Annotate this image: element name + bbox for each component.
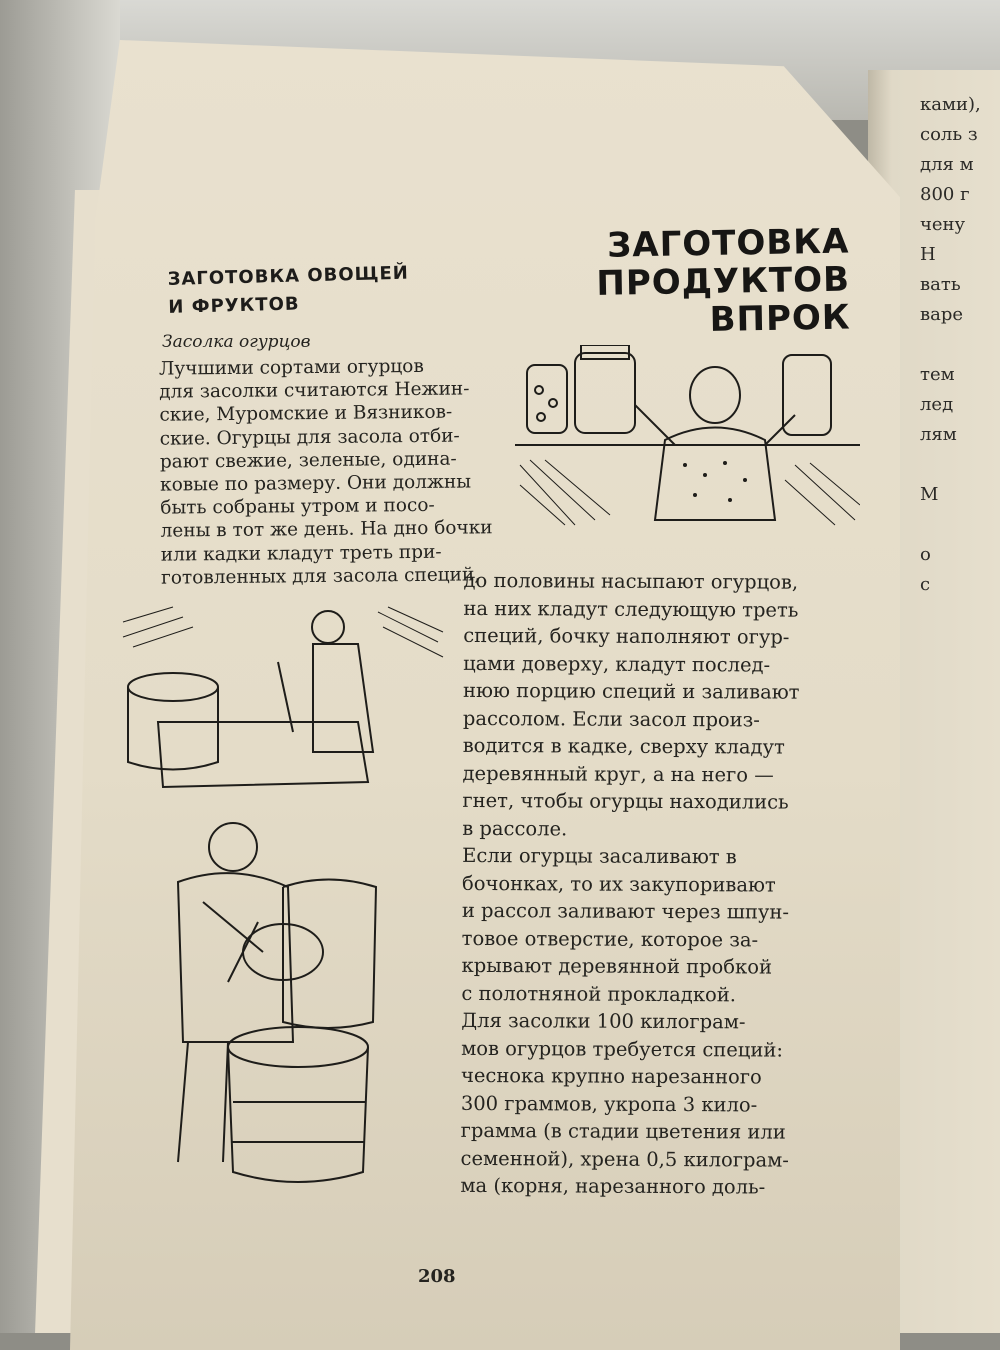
barrel-illustration (118, 602, 448, 1192)
text-line: чеснока крупно нарезанного (460, 1063, 762, 1089)
chapter-title-line: ПРОДУКТОВ (596, 259, 851, 304)
text-line: грамма (в стадии цветения или (460, 1118, 786, 1144)
text-line: рают свежие, зеленые, одина- (159, 448, 457, 473)
text-line: до половины насыпают огурцов, (463, 568, 799, 594)
right-page-line: для м (920, 154, 974, 175)
subheading: Засолка огурцов (162, 332, 311, 352)
text-line: или кадки кладут треть при- (160, 541, 442, 566)
text-line: для засолки считаются Нежин- (159, 378, 470, 403)
chapter-title-line: ВПРОК (709, 297, 851, 340)
page-number: 208 (418, 1266, 456, 1287)
text-line: специй, бочку наполняют огур- (463, 623, 790, 649)
text-line: гнет, чтобы огурцы находились (462, 788, 789, 814)
text-line: на них кладут следующую треть (463, 596, 799, 622)
text-line: крывают деревянной пробкой (461, 953, 773, 979)
right-page-line: вать (920, 274, 961, 295)
chapter-title-line: ЗАГОТОВКА (606, 221, 850, 266)
right-page-line: лям (920, 424, 957, 445)
text-line: с полотняной прокладкой. (461, 981, 737, 1006)
right-page-line: Н (920, 244, 936, 265)
text-column-right (460, 567, 883, 1202)
text-line: бочонках, то их закупоривают (461, 871, 776, 897)
right-page-line: 800 г (920, 184, 970, 205)
right-page-line: варе (920, 304, 964, 325)
jar-right (783, 355, 831, 435)
text-line: деревянный круг, а на него — (462, 761, 774, 787)
right-page-line (920, 450, 1000, 480)
section-heading-line: И ФРУКТОВ (168, 293, 300, 318)
text-line: 300 граммов, укропа 3 кило- (460, 1091, 758, 1116)
text-line: ма (корня, нарезанного доль- (460, 1173, 766, 1199)
text-line: ковые по размеру. Они должны (160, 471, 472, 496)
right-page-line: М (920, 484, 939, 505)
text-column-left (158, 354, 493, 589)
jars-illustration (515, 345, 860, 530)
text-line: и рассол заливают через шпун- (461, 898, 790, 924)
right-page-line (920, 510, 1000, 540)
right-page-line: соль з (920, 124, 978, 145)
text-line: семенной), хрена 0,5 килограм- (460, 1146, 789, 1172)
jar-left (527, 365, 567, 433)
chapter-title (559, 222, 851, 341)
text-line: мов огурцов требуется специй: (461, 1036, 783, 1062)
text-line: товое отверстие, которое за- (461, 926, 759, 951)
text-line: Лучшими сортами огурцов (158, 355, 424, 380)
text-line: нюю порцию специй и заливают (462, 678, 800, 704)
right-page-line: ками), (920, 94, 981, 115)
text-line: водится в кадке, сверху кладут (462, 733, 785, 759)
right-page-line: лед (920, 394, 954, 415)
text-line: рассолом. Если засол произ- (462, 706, 761, 731)
text-line: Для засолки 100 килограм- (461, 1008, 746, 1034)
right-page-line: тем (920, 364, 955, 385)
text-line: в рассоле. (462, 816, 568, 840)
text-line: лены в тот же день. На дно бочки (160, 517, 493, 543)
text-line: ские, Муромские и Вязников- (159, 402, 453, 427)
right-page-line: с (920, 574, 931, 595)
text-line: ские. Огурцы для засола отби- (159, 425, 460, 450)
section-heading (167, 258, 468, 322)
text-line: цами доверху, кладут послед- (463, 651, 771, 677)
right-page-line: чену (920, 214, 966, 235)
text-line: быть собраны утром и посо- (160, 495, 435, 519)
right-page-text (920, 90, 1000, 600)
right-page-line (920, 330, 1000, 360)
text-line: готовленных для засола специй, (160, 564, 481, 589)
text-line: Если огурцы засаливают в (462, 843, 737, 869)
barrel-bottom (228, 1027, 368, 1067)
section-heading-line: ЗАГОТОВКА ОВОЩЕЙ (167, 262, 410, 290)
right-page-line: о (920, 544, 931, 565)
jar-held (575, 353, 635, 433)
barrel-top-left (128, 673, 218, 701)
